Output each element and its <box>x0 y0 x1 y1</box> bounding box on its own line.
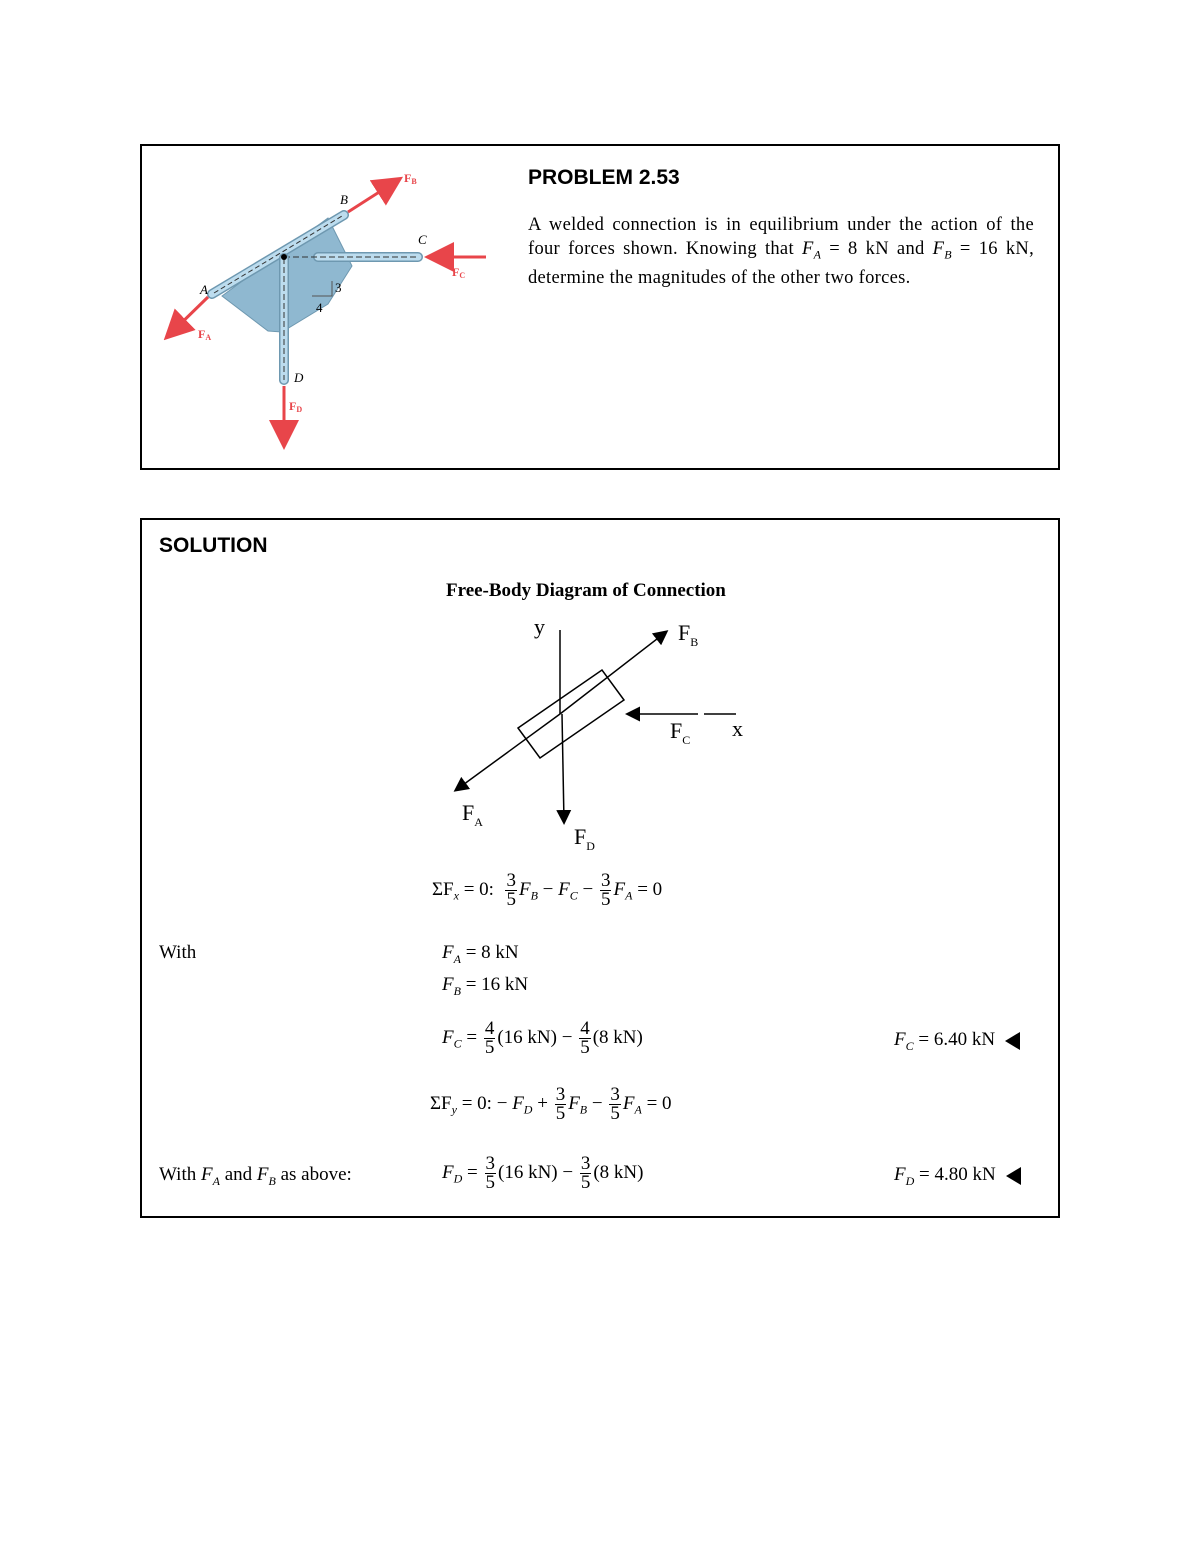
free-body-diagram <box>442 612 802 862</box>
answer-marker-icon <box>1005 1032 1020 1050</box>
label-d: D <box>294 370 304 385</box>
fbd-label-b: $F_B$ <box>678 620 699 649</box>
fbd-label-d: $F_D$ <box>574 824 595 853</box>
label-a: A <box>200 282 208 297</box>
problem-box <box>140 144 1060 470</box>
fbd-axis-y: y <box>534 614 545 639</box>
answer-marker-icon <box>1006 1167 1021 1185</box>
solution-title: SOLUTION <box>159 534 268 557</box>
joint-point <box>281 254 287 260</box>
sum-fy-equation: $\Sigma F_y = 0$: − $F_D$ + $\frac{3}{5}$ $F_B$ − $\frac{3}{5}$ $F_A = 0$ <box>430 1084 672 1124</box>
fd-calculation: $F_D$ = $\frac{3}{5}$ (16 kN) − $\frac{3}{5}$ (8 kN) <box>442 1153 644 1193</box>
force-label-d: FD <box>289 399 303 414</box>
force-label-c: FC <box>452 265 466 280</box>
fbd-force-arrow-b <box>560 632 666 714</box>
problem-figure <box>142 146 522 466</box>
sum-fx-equation: $\Sigma F_x = 0$: $\frac{3}{5}$ $F_B - F_C$ − $\frac{3}{5}$ $F_A = 0$ <box>432 870 663 910</box>
force-label-a: FA <box>198 327 212 342</box>
with-label: With <box>159 942 197 963</box>
given-fb: $F_B = 16$ kN <box>442 974 529 998</box>
fbd-force-arrow-a <box>456 714 560 790</box>
fc-calculation: $F_C$ = $\frac{4}{5}$ (16 kN) − $\frac{4}{5}$ (8 kN) <box>442 1018 643 1058</box>
fbd-label-c: $F_C$ <box>670 718 691 747</box>
given-fa: $F_A = 8$ kN <box>442 942 519 966</box>
fbd-title: Free-Body Diagram of Connection <box>446 580 726 601</box>
fbd-connection-rect <box>518 670 624 758</box>
label-c: C <box>418 232 427 247</box>
fd-answer: $F_D = 4.80$ kN <box>894 1164 1021 1189</box>
label-b: B <box>340 192 348 207</box>
problem-title: PROBLEM 2.53 <box>528 166 680 189</box>
force-label-b: FB <box>404 171 417 186</box>
fbd-axis-x: x <box>732 716 743 741</box>
force-arrow-b <box>348 180 398 212</box>
fbd-force-arrow-d <box>562 714 564 822</box>
with-above-label: With $F_A$ and $F_B$ as above: <box>159 1164 352 1188</box>
slope-run: 4 <box>316 300 323 315</box>
fbd-label-a: $F_A$ <box>462 800 483 829</box>
solution-box <box>140 518 1060 1218</box>
slope-rise: 3 <box>335 280 342 295</box>
fc-answer: $F_C = 6.40$ kN <box>894 1029 1020 1054</box>
problem-statement: A welded connection is in equilibrium under the action of the four forces shown. Knowing that $F_A = 8$ kN and $F_B = 16$ kN, determine the magnitudes of the other two forces. <box>528 215 1035 288</box>
